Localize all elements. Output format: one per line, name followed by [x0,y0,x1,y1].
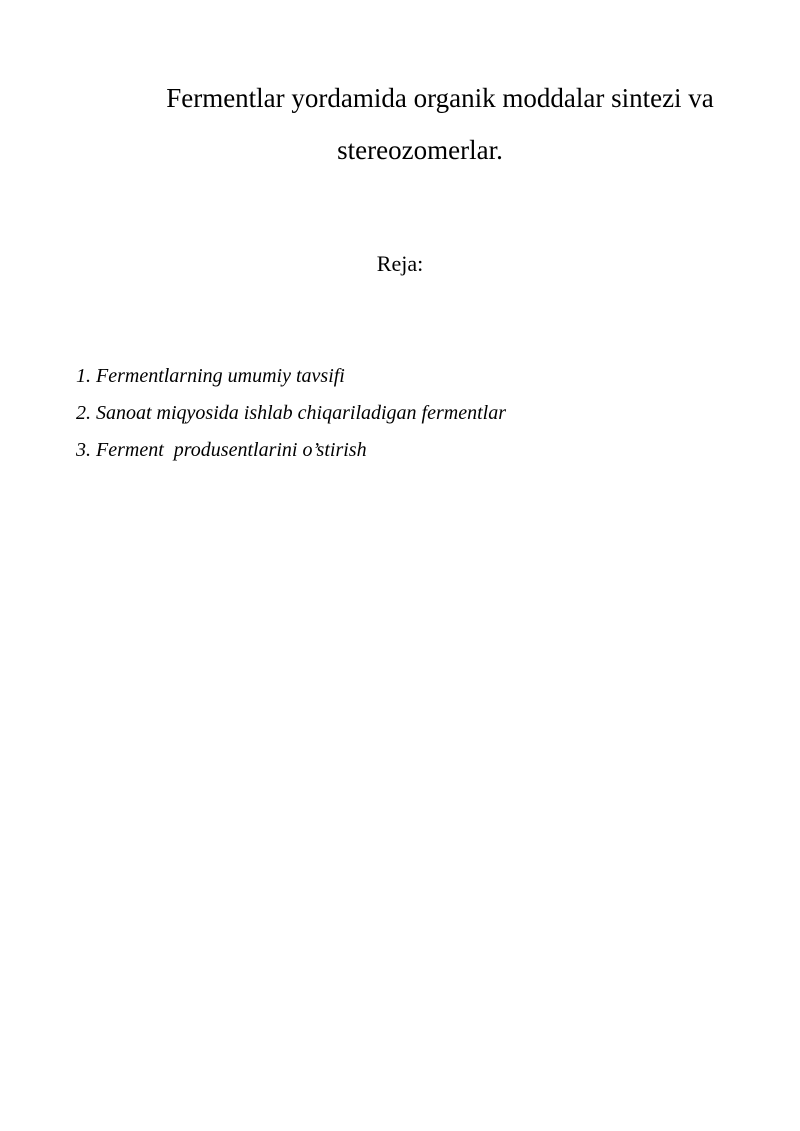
plan-item: 1. Fermentlarning umumiy tavsifi [76,365,345,387]
title-line-2: stereozomerlar. [337,135,503,165]
plan-list [76,358,506,469]
title-line-1: Fermentlar yordamida organik moddalar sintezi va [166,83,714,113]
plan-item: 3. Ferment produsentlarini o’stirish [76,439,367,461]
plan-heading: Reja: [376,251,424,276]
plan-item: 2. Sanoat miqyosida ishlab chiqariladigan fermentlar [76,402,506,424]
document-title [75,72,765,176]
